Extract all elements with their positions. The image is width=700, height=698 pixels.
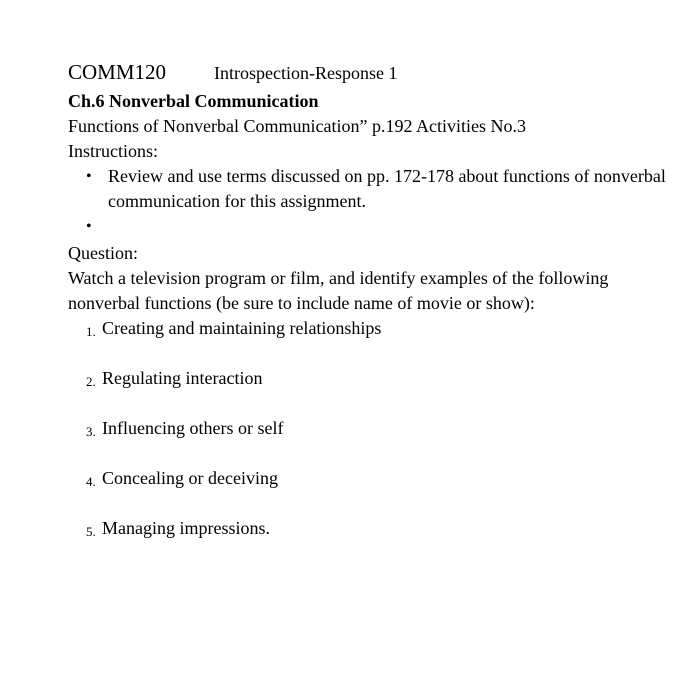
item-text: Concealing or deceiving bbox=[102, 468, 278, 488]
item-number: 2. bbox=[86, 374, 96, 389]
document-body bbox=[68, 60, 668, 566]
item-text: Creating and maintaining relationships bbox=[102, 318, 382, 338]
item-number: 1. bbox=[86, 324, 96, 339]
instruction-text bbox=[108, 214, 668, 239]
item-text: Regulating interaction bbox=[102, 368, 263, 388]
activity-line: Functions of Nonverbal Communication” p.192 Activities No.3 bbox=[68, 116, 526, 136]
header-line bbox=[68, 60, 668, 88]
assignment-name: Introspection-Response 1 bbox=[214, 63, 398, 83]
chapter-heading: Ch.6 Nonverbal Communication bbox=[68, 91, 319, 111]
item-number: 5. bbox=[86, 524, 96, 539]
functions-list bbox=[68, 316, 668, 566]
bullet-marker: • bbox=[86, 168, 92, 185]
list-item bbox=[68, 416, 668, 466]
instruction-bullet-empty bbox=[68, 214, 668, 239]
instructions-heading: Instructions: bbox=[68, 141, 158, 161]
question-body: Watch a television program or film, and identify examples of the following nonverbal functions (be sure to include name of movie or show): bbox=[68, 268, 609, 313]
list-item bbox=[68, 466, 668, 516]
item-text: Managing impressions. bbox=[102, 518, 270, 538]
course-code: COMM120 bbox=[68, 60, 167, 84]
list-item bbox=[68, 316, 668, 366]
instruction-bullet bbox=[68, 164, 668, 214]
item-text: Influencing others or self bbox=[102, 418, 284, 438]
list-item bbox=[68, 366, 668, 416]
list-item bbox=[68, 516, 668, 566]
instruction-text: Review and use terms discussed on pp. 172-178 about functions of nonverbal communication for this assignment. bbox=[108, 166, 666, 211]
instructions-list bbox=[68, 164, 668, 239]
item-number: 3. bbox=[86, 424, 96, 439]
item-number: 4. bbox=[86, 474, 96, 489]
question-block bbox=[68, 241, 668, 316]
bullet-marker: • bbox=[86, 218, 92, 235]
question-heading: Question: bbox=[68, 243, 138, 263]
